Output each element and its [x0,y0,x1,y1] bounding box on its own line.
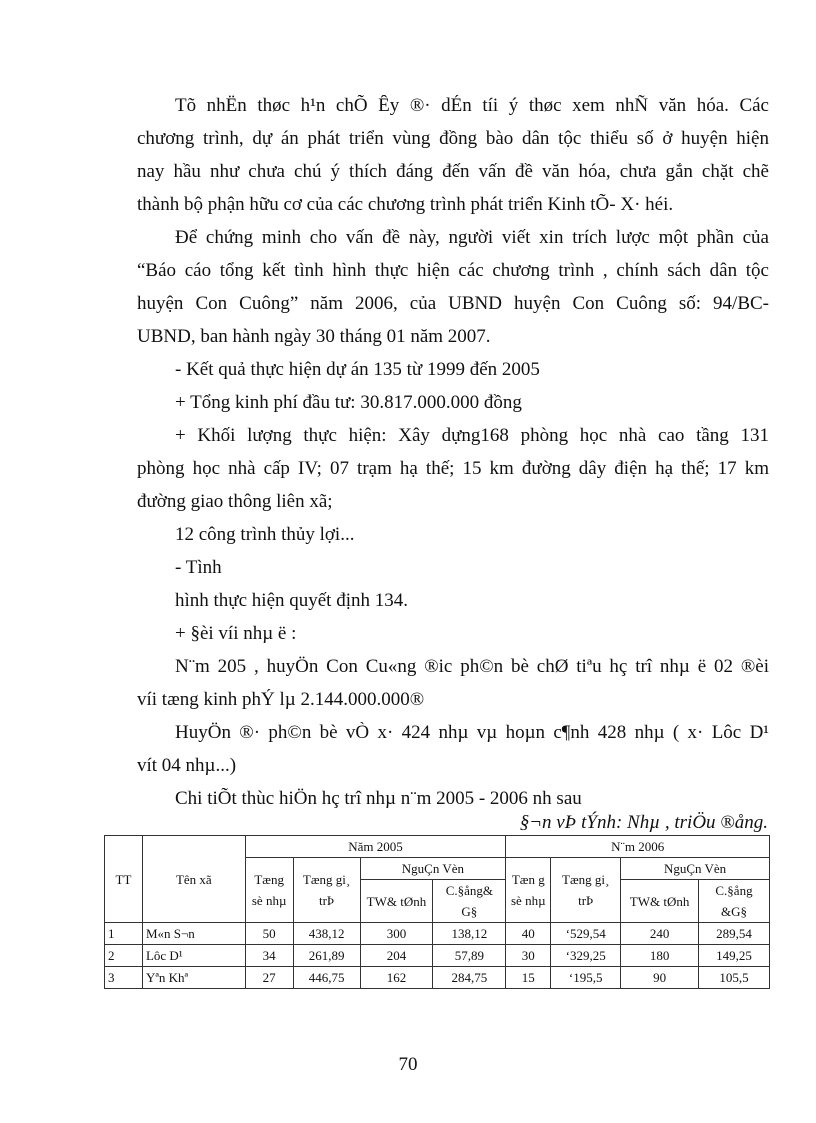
paragraph-line: + Tổng kinh phí đầu tư: 30.817.000.000 đồng [175,392,522,413]
cell-value: ‘195,5 [551,967,621,989]
cell-value: 284,75 [433,967,506,989]
cell-value: 40 [506,923,551,945]
cell-value: 30 [506,945,551,967]
paragraph-line: “Báo cáo tổng kết tình hình thực hiện các chương trình , chính sách dân tộc [137,260,769,281]
cell-commune: Yªn Khª [142,967,245,989]
cell-value: 15 [506,967,551,989]
cell-value: 180 [621,945,699,967]
paragraph-line: Chi tiÕt thùc hiÖn hç trî nhµ n¨m 2005 - 2006 nh sau [175,788,582,809]
header-community-family: C.§ång &G§ [699,880,770,923]
cell-value: 289,54 [699,923,770,945]
header-total-houses: Tæng sè nhµ [245,858,293,923]
header-total-houses: Tæn g sè nhµ [506,858,551,923]
paragraph-line: Tõ nhËn thøc h¹n chÕ Êy ®· dÉn tíi ý thøc xem nhÑ văn hóa. Các [175,95,769,116]
cell-value: 149,25 [699,945,770,967]
paragraph-line: + §èi víi nhµ ë : [175,623,297,644]
cell-value: 240 [621,923,699,945]
cell-value: 204 [360,945,433,967]
unit-note: §¬n vÞ tÝnh: Nhµ , triÖu ®ång. [519,812,768,833]
header-capital-source: NguÇn Vèn [621,858,770,880]
paragraph-line: phòng học nhà cấp IV; 07 trạm hạ thế; 15 km đường dây điện hạ thế; 17 km [137,458,769,479]
cell-tt: 3 [105,967,143,989]
table-header-row [105,836,770,858]
cell-commune: M«n S¬n [142,923,245,945]
cell-value: 27 [245,967,293,989]
cell-value: 300 [360,923,433,945]
header-community-family: C.§ång& G§ [433,880,506,923]
header-central-province: TW& tØnh [360,880,433,923]
paragraph-line: 12 công trình thủy lợi... [175,524,355,545]
paragraph-line: - Tình [175,557,222,578]
header-tt: TT [105,836,143,923]
page-number: 70 [398,1054,418,1075]
paragraph-line: víi tæng kinh phÝ lµ 2.144.000.000® [137,689,425,710]
cell-value: 57,89 [433,945,506,967]
paragraph-line: - Kết quả thực hiện dự án 135 từ 1999 đến 2005 [175,359,540,380]
paragraph-line: N¨m 205 , huyÖn Con Cu«ng ®ic ph©n bè chØ tiªu hç trî nhµ ë 02 ®èi [175,656,769,677]
paragraph-line: đường giao thông liên xã; [137,491,333,512]
paragraph-line: HuyÖn ®· ph©n bè vÒ x· 424 nhµ vµ hoµn c¶nh 428 nhµ ( x· Lôc D¹ [175,722,769,743]
cell-value: 446,75 [293,967,360,989]
cell-value: 50 [245,923,293,945]
header-commune: Tên xã [142,836,245,923]
paragraph-line: vít 04 nhµ...) [137,755,237,776]
paragraph-line: huyện Con Cuông” năm 2006, của UBND huyện Con Cuông số: 94/BC- [137,293,769,314]
cell-commune: Lôc D¹ [142,945,245,967]
table-row [105,923,770,945]
cell-value: 138,12 [433,923,506,945]
header-year-2005: Năm 2005 [245,836,506,858]
table-row [105,967,770,989]
cell-value: 34 [245,945,293,967]
cell-value: 162 [360,967,433,989]
header-central-province: TW& tØnh [621,880,699,923]
header-year-2006: N¨m 2006 [506,836,770,858]
paragraph-line: + Khối lượng thực hiện: Xây dựng168 phòng học nhà cao tầng 131 [175,425,769,446]
header-total-value: Tæng gi¸ trÞ [293,858,360,923]
table-row [105,945,770,967]
cell-tt: 1 [105,923,143,945]
cell-value: 438,12 [293,923,360,945]
paragraph-line: hình thực hiện quyết định 134. [175,590,408,611]
header-total-value: Tæng gi¸ trÞ [551,858,621,923]
paragraph-line: UBND, ban hành ngày 30 tháng 01 năm 2007. [137,326,491,347]
header-capital-source: NguÇn Vèn [360,858,506,880]
cell-value: ‘329,25 [551,945,621,967]
housing-support-table [104,835,770,989]
cell-value: 105,5 [699,967,770,989]
paragraph-line: thành bộ phận hữu cơ của các chương trình phát triển Kinh tÕ- X· héi. [137,194,674,215]
paragraph-line: Để chứng minh cho vấn đề này, người viết xin trích lược một phần của [175,227,769,248]
cell-value: ‘529,54 [551,923,621,945]
cell-value: 90 [621,967,699,989]
paragraph-line: nay hầu như chưa chú ý thích đáng đến vấn đề văn hóa, chưa gắn chặt chẽ [137,161,769,182]
cell-tt: 2 [105,945,143,967]
cell-value: 261,89 [293,945,360,967]
paragraph-line: chương trình, dự án phát triển vùng đồng bào dân tộc thiểu số ở huyện hiện [137,128,769,149]
